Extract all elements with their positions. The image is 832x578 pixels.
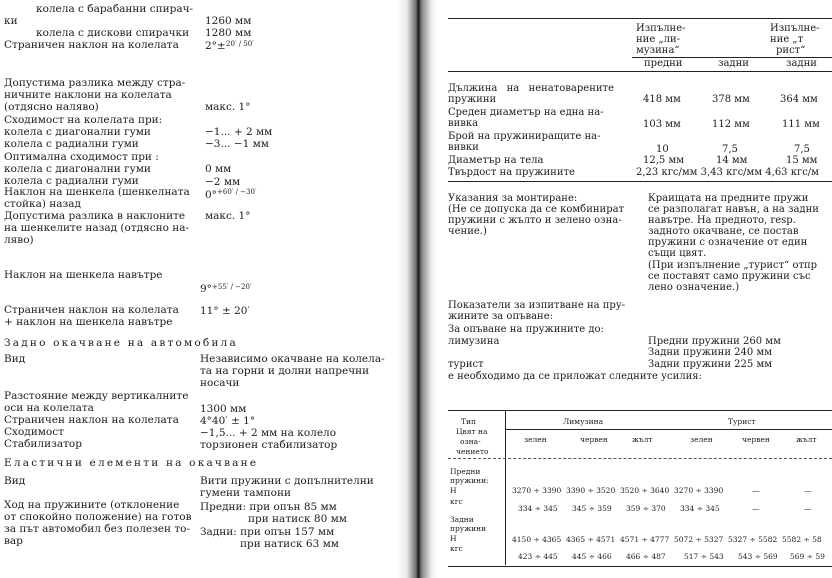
diameter-1: Среден диаметър на една на- [448,107,604,118]
force-table-group-rule [505,429,832,430]
rear-camber-value: 4°40′ ± 1° [200,415,256,427]
length-rear: 378 мм [712,94,750,105]
opt-toe-diagonal: колела с диагонални гуми [4,163,151,175]
h-color-2: озна- [460,437,481,446]
stabilizer-value: торзионен стабилизатор [200,439,338,451]
incl-value: 11° ± 20′ [200,305,250,317]
camber-label: Страничен наклон на колелата [4,39,179,51]
diameter-rear-tourist: 111 мм [782,119,820,130]
opt-toe-radial: колела с радиални гуми [4,175,139,187]
mount-left-3: пружини с жълто и зелено озна- [448,215,622,226]
caster-diff-3: ляво) [4,234,34,246]
mount-heading: Указания за монтиране: [448,193,578,204]
table-bottom-rule [448,181,832,182]
elastic-kind-value-1: Вити пружини с допълнителни [200,475,374,487]
col-yellow-tourist: жълт [796,435,817,444]
h-limousine: Лимузина [563,417,604,426]
front-n-cell: 3390 ÷ 3520 [566,486,616,495]
col-red-limo: червен [580,435,608,444]
mount-right-2: се разполагат навън, а на задни [648,204,819,215]
h-color-3: чението [456,447,489,456]
col-tourist-1: Изпълне- [770,23,820,34]
h-color-1: Цвят на [456,427,488,436]
kind-value-3: носачи [200,377,240,389]
front-n-cell: — [804,486,812,495]
wheels-disc: колела с дискови спирачки [36,27,190,39]
travel-1: Ход на пружините (отклонение [4,499,180,511]
wire-front: 12,5 мм [643,155,685,166]
front-n-cell: 3270 ÷ 3390 [674,486,724,495]
rear-n-cell: 4571 ÷ 4777 [620,535,670,544]
elastic-heading: Еластични елементи на окачване [4,457,259,469]
front-travel-2: при натиск 80 мм [248,513,347,525]
stabilizer-label: Стабилизатор [4,438,82,450]
rear-kgf-cell: 466 ÷ 487 [626,552,666,561]
length-front: 418 мм [643,94,681,105]
camber-diff-value: макс. 1° [205,101,251,113]
col-tourist-2: ние „т [770,34,804,45]
force-table-bottom-rule [448,566,832,567]
stiffness-label: Твърдост на пружините [448,167,575,178]
caster-value: 0° [205,189,217,201]
diameter-front: 103 мм [643,119,681,130]
col-yellow-limo: жълт [632,435,653,444]
front-n-cell: 3270 ÷ 3390 [512,486,562,495]
rear-toe-value: −1,5... + 2 мм на колело [200,427,337,439]
caster-diff-value: макс. 1° [205,210,251,222]
caster-diff-1: Допустима разлика в наклоните [4,210,186,222]
test-2: жините за опъване: [448,311,554,322]
front-kgf-cell: — [752,504,760,513]
front-label-kgf: кгс [450,497,463,506]
front-kgf-cell: 334 ÷ 345 [680,504,720,513]
stiffness-values: 2,23 кгс/мм 3,43 кгс/мм 4,63 кгс/м [636,167,819,178]
kind-value-2: та на горни и долни напречни [200,365,370,377]
diameter-2: вивка [448,118,479,129]
mount-right-6: същи цвят. [648,248,707,259]
rear-n-cell: 5327 ÷ 5582 [728,535,778,544]
incl-1: Страничен наклон на колелата [4,304,179,316]
table-top-rule [448,18,832,19]
test-rear-springs-tourist: Задни пружини 225 мм [648,359,773,370]
rear-n-cell: 4365 ÷ 4571 [566,535,616,544]
incl-2: + наклон на шенкела навътре [4,316,173,328]
kpi-label: Наклон на шенкела навътре [4,269,163,281]
front-kgf-cell: 359 ÷ 370 [626,504,666,513]
sub-front: предни [644,58,683,69]
rear-kgf-cell: 543 ÷ 569 [738,552,778,561]
kpi-value: 9° [200,283,212,295]
toe-radial-value: −3... −1 мм [205,138,269,150]
caster-2: стойка) назад [4,198,81,210]
camber-diff-3: (отдясно наляво) [4,101,99,113]
test-limousine: лимузина [448,336,500,347]
toe-diagonal: колела с диагонални гуми [4,126,151,138]
toe-heading: Сходимост на колелата при: [4,114,163,126]
dist-value: 1300 мм [200,403,247,415]
length-1: Дължина на ненатоварените [448,83,614,94]
camber-diff-2: ничните наклони на колелата [4,89,172,101]
coils-rear-tourist: 7,5 [794,144,810,155]
col-limousine-2: ние „ли- [636,34,681,45]
toe-radial: колела с радиални гуми [4,138,139,150]
front-travel-1: Предни: при опън 85 мм [200,501,337,513]
camber-diff-1: Допустима разлика между стра- [4,77,186,89]
col-limousine-1: Изпълне- [636,23,686,34]
rear-n-cell: 5072 ÷ 5327 [674,535,724,544]
opt-toe-radial-value: −2 мм [205,176,241,188]
rear-n-cell: 4150 ÷ 4365 [512,535,562,544]
mount-right-7: (При изпълнение „турист“ отпр [648,260,818,271]
rear-travel-2: при натиск 63 мм [240,538,339,550]
test-tourist: турист [448,359,484,370]
front-label-n: Н [450,486,457,495]
travel-4: вар [4,535,23,547]
col-green-limo: зелен [524,435,547,444]
mount-left-4: чение.) [448,226,487,237]
wheels-disc-value: 1280 мм [205,27,252,39]
rear-kgf-cell: 569 ÷ 59 [790,552,825,561]
wheels-drum-cont: ки [4,15,18,27]
length-2: пружини [448,94,497,105]
mount-right-8: се поставят само пружини със [648,271,811,282]
coils-1: Брой на пружиниращите на- [448,131,601,142]
rear-label-n: Н [450,534,457,543]
travel-3: за път автомобил без полезен то- [4,523,191,535]
toe-diagonal-value: −1... + 2 мм [205,126,273,138]
length-rear-tourist: 364 мм [780,94,818,105]
kind-value-1: Независимо окачване на колела- [200,353,385,365]
book-gutter [396,0,438,578]
wheels-drum-value: 1260 мм [205,15,252,27]
rear-label-1: Задни [450,515,474,524]
front-label-1: Предни [450,467,481,476]
front-kgf-cell: — [804,504,812,513]
test-forces-intro: е необходимо да се приложат следните усилия: [448,371,702,382]
opt-toe-heading: Оптимална сходимост при : [4,151,159,163]
front-n-cell: 3520 ÷ 3640 [620,486,670,495]
wheels-drum: колела с барабанни спирач- [36,3,194,15]
mount-right-1: Краищата на предните пружи [648,193,809,204]
rear-camber-label: Страничен наклон на колелата [4,414,179,426]
caster-diff-2: на шенкелите назад (отдясно на- [4,222,190,234]
rear-n-cell: 5582 ÷ 58 [782,535,822,544]
caster-tolerance: +60′ / −30′ [217,188,257,196]
h-tourist: Турист [728,417,756,426]
camber-value: 2°± [205,40,226,52]
caster-1: Наклон на шенкела (шенкелната [4,186,190,198]
test-rear-springs: Задни пружини 240 мм [648,347,773,358]
rear-travel-1: Задни: при опън 157 мм [200,526,335,538]
rear-kgf-cell: 423 ÷ 445 [518,552,558,561]
force-table-col-rule [505,410,506,565]
wire-rear: 14 мм [716,155,748,166]
elastic-kind-label: Вид [4,475,26,487]
mount-right-3: навътре. На предното, resp. [648,215,796,226]
header-bottom-rule [448,71,832,72]
kpi-tolerance: +55′ / −20′ [212,283,252,291]
col-limousine-3: музина“ [636,45,680,56]
test-1: Показатели за изпитване на пру- [448,300,626,311]
sub-rear: задни [718,58,749,69]
wire-rear-tourist: 15 мм [786,155,818,166]
mount-right-4: задното окачване, се постав [648,226,799,237]
col-red-tourist: червен [742,435,770,444]
front-n-cell: — [752,486,760,495]
coils-2: вивки [448,142,479,153]
mount-right-5: пружини с означение от един [648,237,808,248]
rear-kgf-cell: 445 ÷ 466 [572,552,612,561]
test-front-springs: Предни пружини 260 мм [648,336,781,347]
kind-label: Вид [4,353,26,365]
diameter-rear: 112 мм [712,119,750,130]
rear-label-2: пружини [450,524,487,533]
rear-toe-label: Сходимост [4,426,64,438]
camber-tolerance: 20′ / 50′ [226,40,254,48]
mount-left-2: (Не се допуска да се комбинират [448,204,625,215]
front-kgf-cell: 345 ÷ 359 [572,504,612,513]
sub-rear-tourist: задни [786,58,817,69]
col-tourist-3: рист“ [776,45,806,56]
h-type: Тип [461,417,476,426]
rear-label-kgf: кгс [450,544,463,553]
force-table-header-rule [448,458,832,459]
front-label-2: пружини: [450,476,489,485]
dist-2: оси на колелата [4,402,94,414]
test-3: За опъване на пружините до: [448,324,604,335]
elastic-kind-value-2: гумени тампони [200,487,291,499]
front-kgf-cell: 334 ÷ 345 [518,504,558,513]
col-green-tourist: зелен [690,435,713,444]
coils-rear: 7,5 [722,144,738,155]
dist-1: Разстояние между вертикалните [4,390,189,402]
opt-toe-diagonal-value: 0 мм [205,163,232,175]
wire-label: Диаметър на тела [448,155,544,166]
mount-right-9: лено означение.) [648,282,740,293]
rear-kgf-cell: 517 ÷ 543 [684,552,724,561]
travel-2: от спокойно положение) на готов [4,511,192,523]
rear-suspension-heading: Задно окачване на автомобила [4,337,238,349]
coils-front: 10 [656,144,669,155]
